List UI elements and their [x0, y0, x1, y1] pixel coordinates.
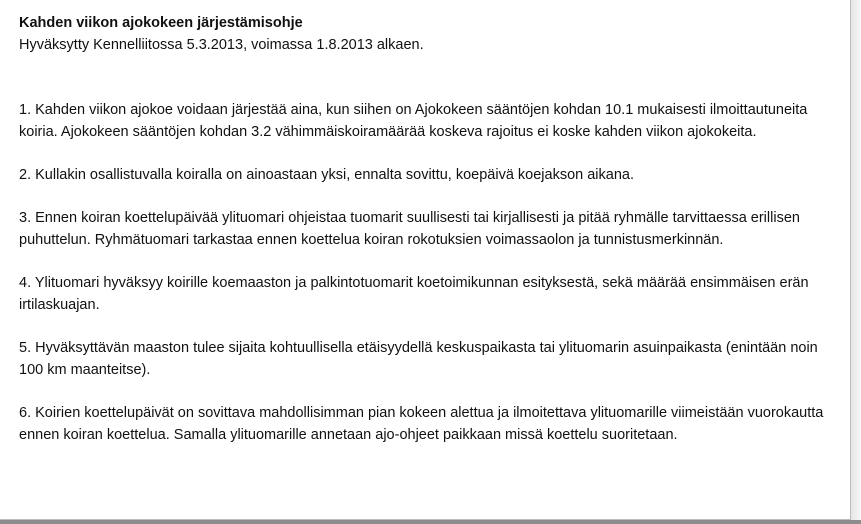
rule-item-2: 2. Kullakin osallistuvalla koiralla on ainoastaan yksi, ennalta sovittu, koepäivä koejakson aikana.	[19, 167, 635, 183]
rule-item-6: 6. Koirien koettelupäivät on sovittava mahdollisimman pian kokeen alettua ja ilmoitettava ylituomarille viimeistään vuorokautta ennen koiran koettelua. Samalla ylituomarille annetaan ajo-ohjeet paikkaan missä koettelu suoritetaan.	[19, 405, 824, 443]
rules-list	[19, 99, 839, 446]
page-shadow-bottom	[0, 520, 861, 524]
rule-item-1: 1. Kahden viikon ajokoe voidaan järjestää aina, kun siihen on Ajokokeen sääntöjen kohdan 10.1 mukaisesti ilmoittautuneita koiria. Ajokokeen sääntöjen kohdan 3.2 vähimmäiskoiramäärää koskeva rajoitus ei koske kahden viikon ajokokeita.	[19, 102, 808, 140]
document-subtitle: Hyväksytty Kennelliitossa 5.3.2013, voimassa 1.8.2013 alkaen.	[19, 37, 424, 53]
document-content	[19, 12, 839, 467]
rule-item-4: 4. Ylituomari hyväksyy koirille koemaaston ja palkintotuomarit koetoimikunnan esityksestä, sekä määrää ensimmäisen erän irtilaskuajan.	[19, 275, 809, 313]
document-title: Kahden viikon ajokokeen järjestämisohje	[19, 15, 303, 31]
rule-item-5: 5. Hyväksyttävän maaston tulee sijaita kohtuullisella etäisyydellä keskuspaikasta tai ylituomarin asuinpaikasta (enintään noin 100 km maanteitse).	[19, 340, 818, 378]
rule-item-3: 3. Ennen koiran koettelupäivää ylituomari ohjeistaa tuomarit suullisesti tai kirjallisesti ja pitää ryhmälle tarvittaessa erillisen puhuttelun. Ryhmätuomari tarkastaa ennen koettelua koiran rokotuksien voimassaolon ja tunnistusmerkinnän.	[19, 210, 800, 248]
page-shadow-right	[851, 0, 861, 524]
